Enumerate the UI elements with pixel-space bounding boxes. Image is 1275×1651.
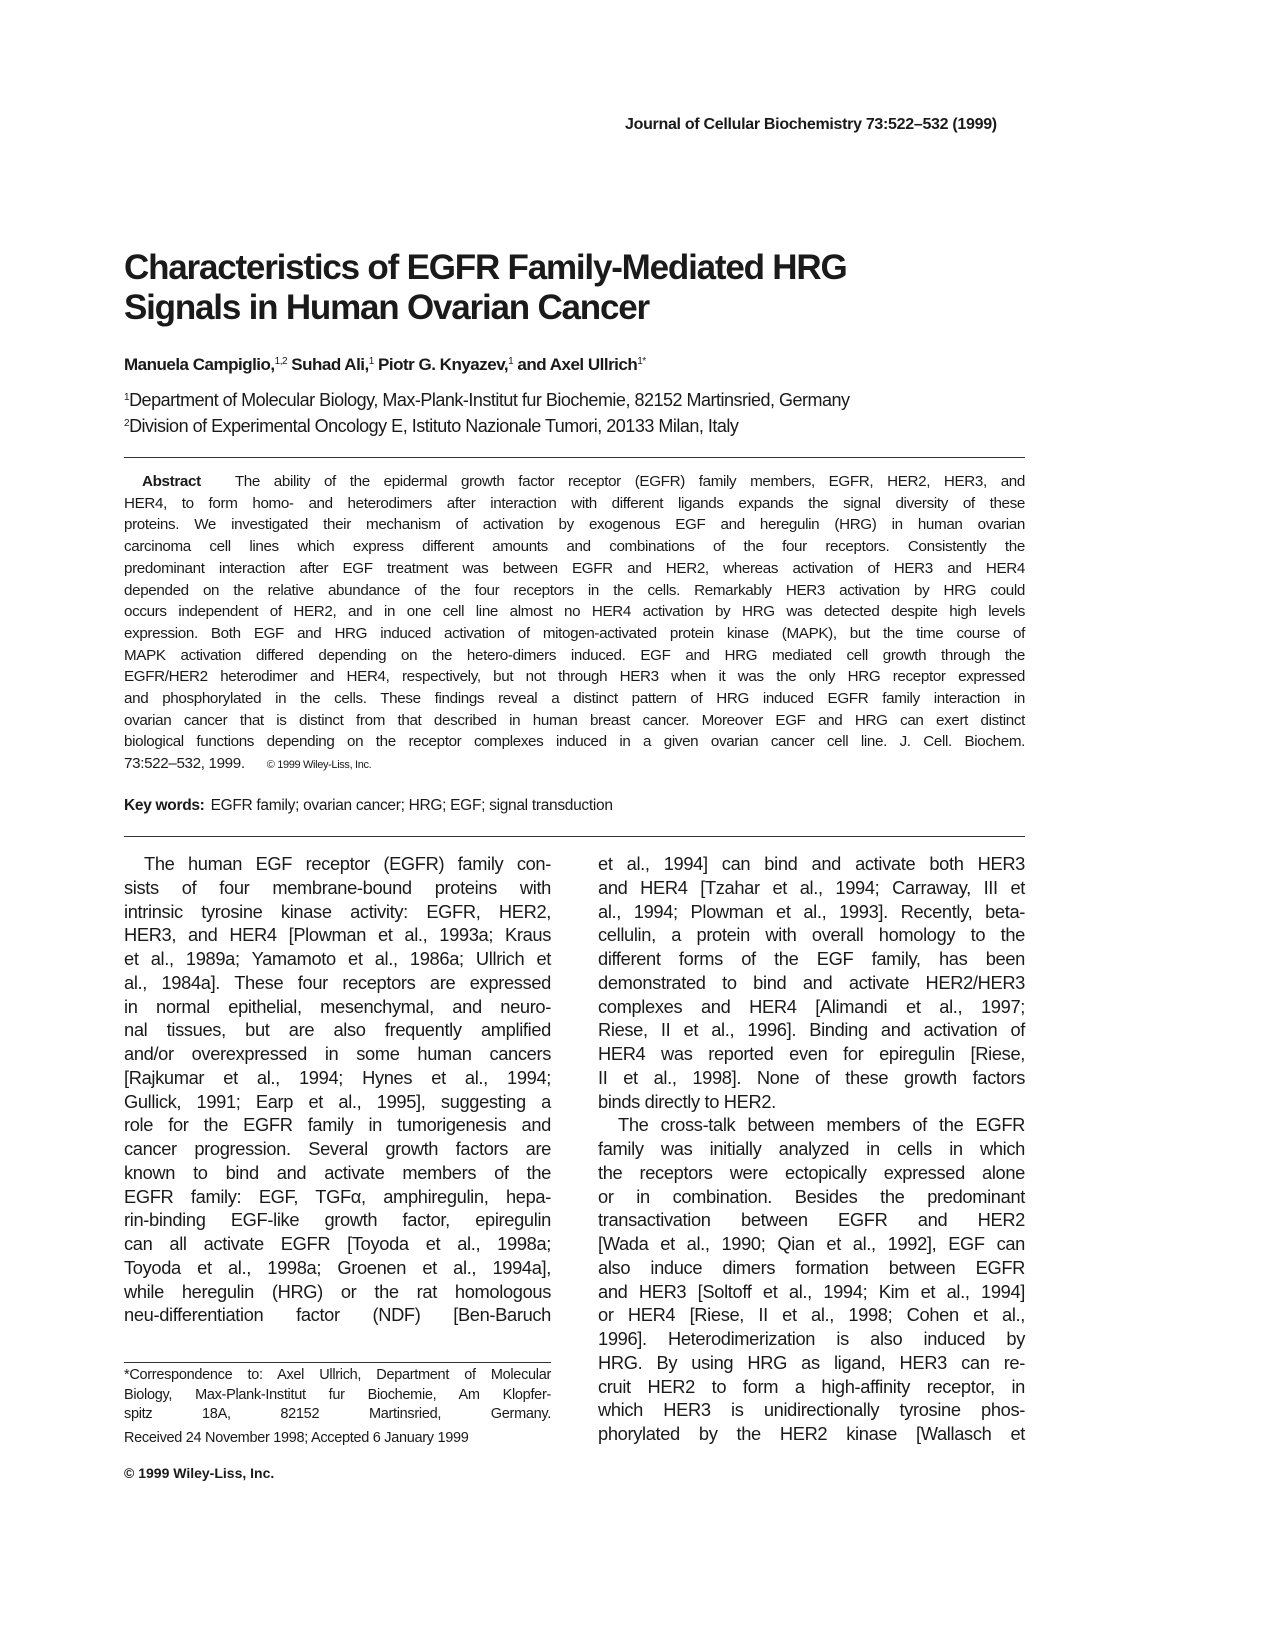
body-text-line: phorylated by the HER2 kinase [Wallasch et	[598, 1423, 1025, 1444]
body-text-line: and HER4 [Tzahar et al., 1994; Carraway, III et	[598, 876, 1025, 898]
body-text-line: binds directly to HER2.	[598, 1090, 776, 1112]
affiliation	[124, 386, 850, 412]
body-text-line: cruit HER2 to form a high-affinity receptor, in	[598, 1375, 1025, 1397]
footnote-line: *Correspondence to: Axel Ullrich, Department of Molecular	[124, 1367, 551, 1383]
body-text-line: EGFR family: EGF, TGFα, amphiregulin, hepa-	[124, 1185, 551, 1207]
abstract-text: occurs independent of HER2, and in one cell line almost no HER4 activation by HRG was detected despite high levels	[124, 603, 1025, 621]
body-text-line: et al., 1994] can bind and activate both HER3	[598, 853, 1025, 874]
abstract-text: carcinoma cell lines which express different amounts and combinations of the four receptors. Consistently the	[124, 538, 1025, 556]
abstract	[124, 471, 1025, 777]
body-text-line: sists of four membrane-bound proteins with	[124, 876, 551, 898]
affiliations	[124, 386, 850, 438]
body-text-line: which HER3 is unidirectionally tyrosine phos-	[598, 1399, 1025, 1421]
body-text-line: Riese, II et al., 1996]. Binding and activation of	[598, 1019, 1025, 1041]
body-column-right	[598, 852, 1025, 1446]
body-text-line: known to bind and activate members of the	[124, 1161, 551, 1183]
keywords-label: Key words:	[124, 797, 205, 814]
author-affil-sup: 1	[368, 356, 374, 367]
footnote-divider	[124, 1362, 551, 1363]
abstract-text: depended on the relative abundance of the four receptors in the cells. Remarkably HER3 activation by HRG could	[124, 581, 1025, 599]
body-text-line: HER4 was reported even for epiregulin [Riese,	[598, 1043, 1025, 1064]
body-text-line: HER3, and HER4 [Plowman et al., 1993a; Kraus	[124, 924, 551, 946]
body-text-line: The human EGF receptor (EGFR) family con-	[144, 853, 551, 874]
abstract-line	[124, 471, 1025, 493]
footer-copyright: © 1999 Wiley-Liss, Inc.	[124, 1465, 275, 1481]
abstract-text: MAPK activation differed depending on the hetero-dimers induced. EGF and HRG mediated cell growth through the	[124, 646, 1025, 664]
abstract-line	[124, 558, 1025, 580]
abstract-text: HER4, to form homo- and heterodimers after interaction with different ligands expands the signal diversity of these	[124, 494, 1025, 512]
body-text-line: can all activate EGFR [Toyoda et al., 1998a;	[124, 1233, 551, 1254]
body-text-line: cellulin, a protein with overall homology to the	[598, 924, 1025, 946]
body-text-line: while heregulin (HRG) or the rat homologous	[124, 1280, 551, 1302]
abstract-line	[124, 514, 1025, 536]
abstract-text: EGFR/HER2 heterodimer and HER4, respectively, but not through HER3 when it was the only HRG receptor expressed	[124, 668, 1025, 686]
abstract-text: predominant interaction after EGF treatment was between EGFR and HER2, whereas activation of HER3 and HER4	[124, 559, 1025, 577]
author-name: Manuela Campiglio,	[124, 355, 275, 374]
body-text-line: complexes and HER4 [Alimandi et al., 1997;	[598, 995, 1025, 1017]
abstract-line	[124, 688, 1025, 710]
body-text-line: also induce dimers formation between EGFR	[598, 1256, 1025, 1278]
abstract-text: 73:522–532, 1999.	[124, 755, 245, 773]
abstract-line	[124, 493, 1025, 515]
abstract-text: expression. Both EGF and HRG induced activation of mitogen-activated protein kinase (MAPK), but the time course of	[124, 624, 1025, 642]
abstract-line	[124, 580, 1025, 602]
journal-header: Journal of Cellular Biochemistry 73:522–532 (1999)	[625, 116, 997, 133]
abstract-line	[124, 623, 1025, 645]
correspondence-footnote	[124, 1366, 551, 1425]
body-text-line: or HER4 [Riese, II et al., 1998; Cohen et al.,	[598, 1304, 1025, 1326]
abstract-text: ovarian cancer that is distinct from that described in human breast cancer. Moreover EGF and HRG can exert distinct	[124, 711, 1025, 729]
body-text-line: intrinsic tyrosine kinase activity: EGFR, HER2,	[124, 900, 551, 922]
body-text-line: neu-differentiation factor (NDF) [Ben-Baruch	[124, 1304, 551, 1326]
author-affil-sup: 1	[508, 356, 514, 367]
abstract-copyright: © 1999 Wiley-Liss, Inc.	[266, 759, 372, 772]
author-affil-sup: 1,2	[274, 356, 288, 367]
body-text-line: transactivation between EGFR and HER2	[598, 1209, 1025, 1231]
affil-text: Division of Experimental Oncology E, Istituto Nazionale Tumori, 20133 Milan, Italy	[129, 416, 739, 436]
body-text-line: The cross-talk between members of the EGFR	[618, 1114, 1025, 1136]
divider	[124, 457, 1025, 458]
body-text-line: et al., 1989a; Yamamoto et al., 1986a; Ullrich et	[124, 948, 551, 969]
paper-title	[124, 248, 846, 328]
body-text-line: family was initially analyzed in cells in which	[598, 1138, 1025, 1159]
body-text-line: role for the EGFR family in tumorigenesis and	[124, 1114, 551, 1136]
body-text-line: in normal epithelial, mesenchymal, and neuro-	[124, 995, 551, 1017]
body-text-line: al., 1984a]. These four receptors are expressed	[124, 971, 551, 993]
received-dates: Received 24 November 1998; Accepted 6 January 1999	[124, 1430, 469, 1446]
divider	[124, 836, 1025, 837]
abstract-line	[124, 645, 1025, 667]
body-text-line: 1996]. Heterodimerization is also induced by	[598, 1328, 1025, 1349]
body-text-line: [Wada et al., 1990; Qian et al., 1992], EGF can	[598, 1233, 1025, 1254]
abstract-text: The ability of the epidermal growth factor receptor (EGFR) family members, EGFR, HER2, HER3, and	[234, 473, 1025, 490]
body-text-line: different forms of the EGF family, has been	[598, 948, 1025, 969]
body-text-line: al., 1994; Plowman et al., 1993]. Recently, beta-	[598, 900, 1025, 922]
abstract-text: and phosphorylated in the cells. These findings reveal a distinct pattern of HRG induced EGFR family interaction in	[124, 690, 1025, 708]
body-text-line: nal tissues, but are also frequently amplified	[124, 1019, 551, 1041]
author-name: Piotr G. Knyazev,	[373, 355, 509, 374]
body-text-line: Toyoda et al., 1998a; Groenen et al., 1994a],	[124, 1256, 551, 1278]
abstract-line	[124, 601, 1025, 623]
body-text-line: or in combination. Besides the predominant	[598, 1185, 1025, 1207]
abstract-line	[124, 710, 1025, 732]
affil-text: Department of Molecular Biology, Max-Plank-Institut fur Biochemie, 82152 Martinsried, Germany	[129, 390, 850, 410]
body-text-line: Gullick, 1991; Earp et al., 1995], suggesting a	[124, 1090, 551, 1112]
abstract-label: Abstract	[142, 473, 201, 490]
title-line: Characteristics of EGFR Family-Mediated HRG	[124, 248, 847, 287]
body-text-line: HRG. By using HRG as ligand, HER3 can re-	[598, 1351, 1025, 1373]
author-affil-sup: 1*	[637, 356, 646, 367]
abstract-text: proteins. We investigated their mechanism of activation by exogenous EGF and heregulin (HRG) in human ovarian	[124, 516, 1025, 534]
body-text-line: and HER3 [Soltoff et al., 1994; Kim et al., 1994]	[598, 1280, 1025, 1302]
footnote-line: Biology, Max-Plank-Institut fur Biochemie, Am Klopfer-	[124, 1386, 551, 1403]
body-text-line: rin-binding EGF-like growth factor, epiregulin	[124, 1209, 551, 1231]
body-text-line: cancer progression. Several growth factors are	[124, 1138, 551, 1159]
body-text-line: the receptors were ectopically expressed alone	[598, 1161, 1025, 1183]
body-column-left	[124, 852, 551, 1327]
body-text-line: demonstrated to bind and activate HER2/HER3	[598, 971, 1025, 993]
abstract-line	[124, 536, 1025, 558]
body-text-line: and/or overexpressed in some human cancers	[124, 1043, 551, 1064]
author-name: Suhad Ali,	[287, 355, 369, 374]
author-name: and Axel Ullrich	[513, 355, 638, 374]
keywords-text: EGFR family; ovarian cancer; HRG; EGF; signal transduction	[210, 797, 613, 814]
keywords	[124, 797, 613, 815]
abstract-line	[124, 731, 1025, 753]
affil-sup: 2	[124, 418, 130, 429]
title-line: Signals in Human Ovarian Cancer	[124, 288, 649, 327]
body-text-line: II et al., 1998]. None of these growth factors	[598, 1066, 1025, 1088]
footnote-line: spitz 18A, 82152 Martinsried, Germany.	[124, 1406, 551, 1422]
affil-sup: 1	[124, 392, 130, 403]
abstract-line	[124, 753, 1025, 777]
affiliation	[124, 412, 850, 438]
body-text-line: [Rajkumar et al., 1994; Hynes et al., 1994;	[124, 1066, 551, 1088]
abstract-line	[124, 666, 1025, 688]
author-list	[124, 355, 646, 375]
abstract-text: biological functions depending on the receptor complexes induced in a given ovarian cancer cell line. J. Cell. Biochem.	[124, 733, 1025, 751]
